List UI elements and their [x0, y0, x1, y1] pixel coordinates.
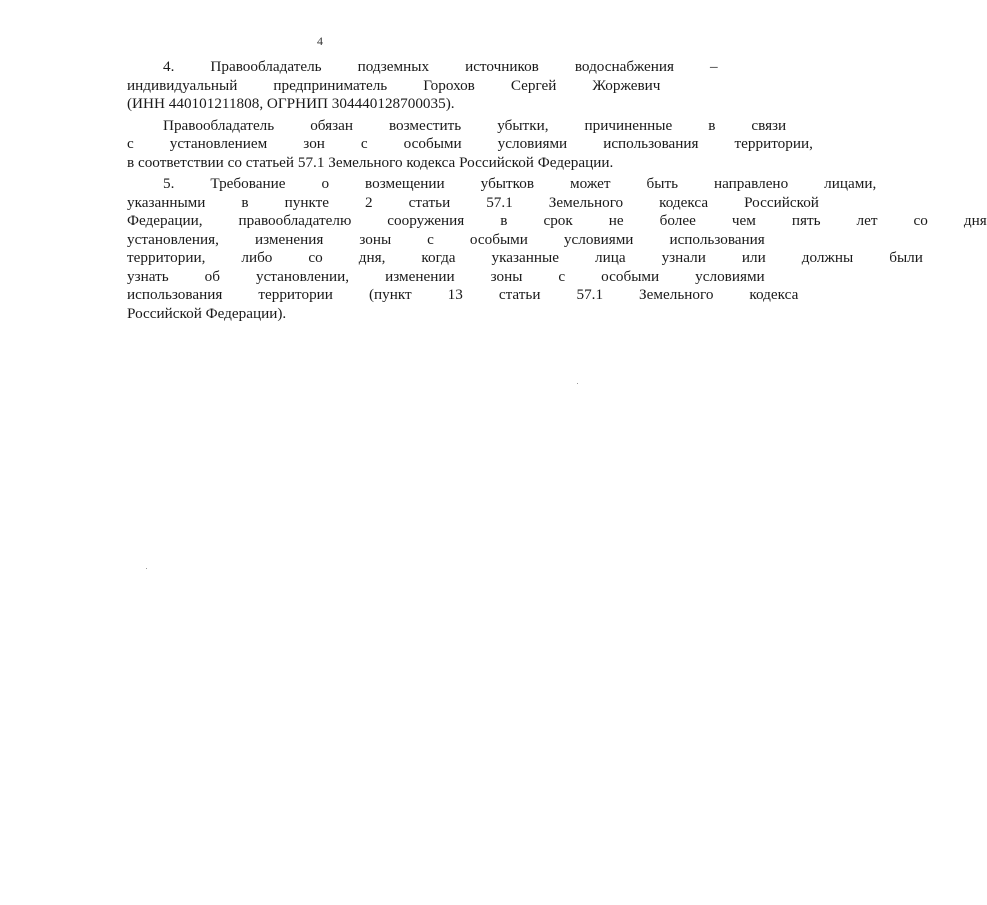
- word: установления,: [127, 230, 219, 248]
- word: указанными: [127, 193, 206, 211]
- word: особыми: [403, 135, 462, 152]
- word: правообладателю: [238, 212, 352, 229]
- word: условиями: [497, 135, 568, 152]
- word: об: [204, 267, 220, 285]
- word: сооружения: [387, 212, 465, 229]
- text-line: [91, 267, 765, 287]
- word: должны: [801, 249, 854, 266]
- text-line: [91, 175, 877, 194]
- word: 57.1: [576, 286, 604, 303]
- word: предприниматель: [273, 76, 388, 94]
- word: территории: [258, 286, 333, 303]
- word: когда: [421, 249, 456, 266]
- word: о: [321, 175, 330, 192]
- word: Земельного: [548, 193, 624, 211]
- word: 57.1: [486, 193, 513, 211]
- text-line: Российской Федерации).: [127, 304, 287, 322]
- text-line: [91, 135, 813, 154]
- paragraph-compensation: [91, 116, 813, 173]
- word: подземных: [357, 58, 430, 75]
- word: Жоржевич: [592, 76, 661, 94]
- word: либо: [241, 249, 273, 266]
- word: Земельного: [639, 286, 714, 303]
- word: со: [913, 212, 928, 229]
- word: убытки,: [497, 116, 549, 134]
- word: 13: [447, 286, 463, 303]
- word: особыми: [601, 267, 660, 285]
- word: Российской: [744, 193, 819, 211]
- text-line: (ИНН 440101211808, ОГРНИП 304440128700035).: [127, 95, 455, 112]
- word: изменения: [254, 230, 324, 248]
- word: Правообладатель: [210, 58, 322, 75]
- word: статьи: [498, 286, 541, 303]
- text-line: [91, 249, 923, 268]
- word: с: [427, 230, 434, 248]
- word: дня,: [358, 249, 386, 266]
- word: –: [710, 58, 718, 75]
- word: может: [570, 175, 611, 192]
- word: пункте: [284, 193, 329, 211]
- word: Правообладатель: [163, 116, 275, 134]
- word: более: [659, 212, 696, 229]
- text-line: [91, 212, 987, 231]
- word: кодекса: [749, 286, 799, 303]
- word: быть: [646, 175, 679, 192]
- word: со: [308, 249, 323, 266]
- word: в: [500, 212, 508, 229]
- word: лицами,: [824, 175, 877, 192]
- scan-speck: [577, 383, 578, 384]
- word: обязан: [310, 116, 353, 134]
- word: узнали: [661, 249, 706, 266]
- word: направлено: [714, 175, 789, 192]
- word: убытков: [480, 175, 535, 192]
- text-line: [91, 76, 661, 96]
- word: индивидуальный: [127, 76, 238, 94]
- word: кодекса: [659, 193, 709, 211]
- word: узнать: [127, 267, 169, 285]
- word: с: [558, 267, 566, 285]
- word: срок: [543, 212, 573, 229]
- word: Федерации,: [127, 212, 203, 229]
- text-line: [91, 116, 787, 136]
- document-body: [91, 58, 987, 323]
- text-line: [91, 230, 765, 250]
- word: установлением: [169, 135, 268, 152]
- word: возместить: [388, 116, 462, 134]
- word: в: [241, 193, 249, 211]
- word: источников: [465, 58, 539, 75]
- word: территории,: [127, 249, 206, 266]
- word: условиями: [695, 267, 765, 285]
- word: связи: [751, 116, 787, 134]
- word: 4.: [163, 58, 175, 75]
- word: с: [360, 135, 368, 152]
- word: зон: [303, 135, 325, 152]
- word: изменении: [385, 267, 455, 285]
- word: условиями: [563, 230, 634, 248]
- word: возмещении: [365, 175, 445, 192]
- word: причиненные: [584, 116, 673, 134]
- word: зоны: [359, 230, 392, 248]
- word: не: [608, 212, 624, 229]
- word: (пункт: [368, 286, 412, 303]
- word: зоны: [490, 267, 523, 285]
- paragraph-5: [91, 175, 987, 323]
- word: Сергей: [510, 76, 557, 94]
- word: статьи: [408, 193, 451, 211]
- text-line: [91, 193, 819, 213]
- word: использования: [603, 135, 699, 152]
- word: 2: [365, 193, 373, 211]
- word: водоснабжения: [574, 58, 674, 75]
- word: пять: [791, 212, 821, 229]
- word: указанные: [491, 249, 559, 266]
- word: Горохов: [423, 76, 475, 94]
- word: установлении,: [255, 267, 350, 285]
- word: Требование: [210, 175, 286, 192]
- word: территории,: [734, 135, 813, 152]
- word: 5.: [163, 175, 175, 192]
- text-line: [91, 286, 799, 305]
- text-line: [91, 58, 718, 77]
- word: чем: [731, 212, 756, 229]
- word: использования: [669, 230, 765, 248]
- word: с: [127, 135, 134, 152]
- page-number: 4: [317, 34, 323, 48]
- scan-speck: [146, 568, 147, 569]
- word: лет: [856, 212, 878, 229]
- word: были: [889, 249, 923, 266]
- word: в: [708, 116, 716, 134]
- paragraph-4: [91, 58, 718, 114]
- word: или: [741, 249, 766, 266]
- word: дня: [963, 212, 987, 229]
- word: особыми: [469, 230, 528, 248]
- word: лица: [594, 249, 626, 266]
- text-line: в соответствии со статьей 57.1 Земельного кодекса Российской Федерации.: [127, 153, 614, 171]
- word: использования: [127, 286, 223, 303]
